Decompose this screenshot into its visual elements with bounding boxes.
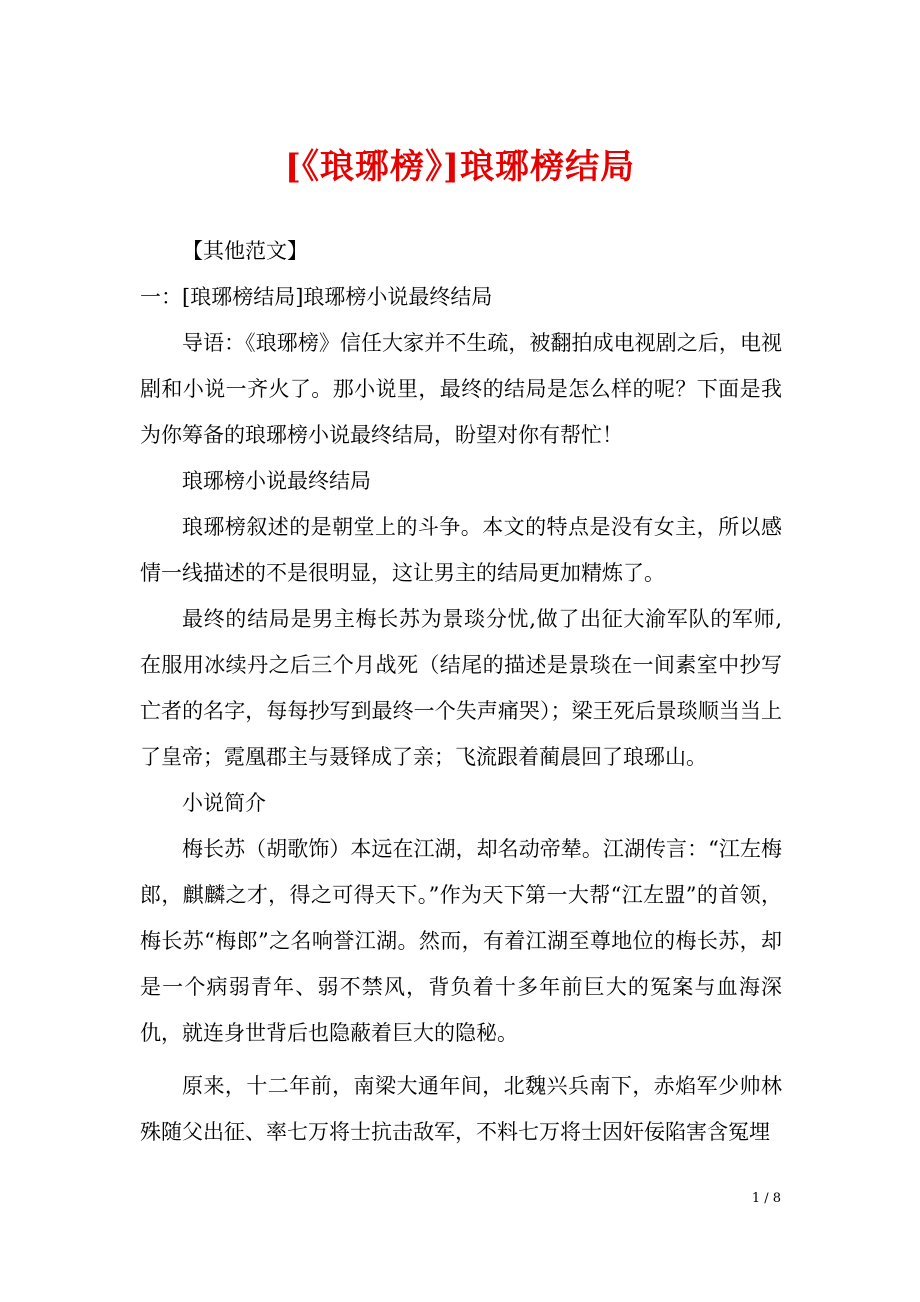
paragraph-story-theme: 琅琊榜叙述的是朝堂上的斗争。本文的特点是没有女主，所以感情一线描述的不是很明显，这让男主的结局更加精炼了。	[140, 515, 782, 585]
paragraph-intro: 导语：《琅琊榜》信任大家并不生疏，被翻拍成电视剧之后，电视剧和小说一齐火了。那小说里，最终的结局是怎么样的呢？下面是我为你筹备的琅琊榜小说最终结局，盼望对你有帮忙！	[140, 331, 782, 447]
paragraph-synopsis: 梅长苏（胡歌饰）本远在江湖，却名动帝辇。江湖传言：“江左梅郎，麒麟之才，得之可得天下。”作为天下第一大帮“江左盟”的首领，梅长苏“梅郎”之名响誉江湖。然而，有着江湖至尊地位的梅长苏，却是一个病弱青年、弱不禁风，背负着十多年前巨大的冤案与血海深仇，就连身世背后也隐蔽着巨大的隐秘。	[140, 837, 782, 1045]
paragraph-backstory: 原来，十二年前，南梁大通年间，北魏兴兵南下，赤焰军少帅林殊随父出征、率七万将士抗击敌军，不料七万将士因奸佞陷害含冤埋	[140, 1074, 782, 1144]
paragraph-subheading-ending: 琅琊榜小说最终结局	[182, 469, 371, 493]
page-number: 1 / 8	[751, 1191, 781, 1206]
document-title: [《琅琊榜》]琅琊榜结局	[284, 147, 636, 187]
paragraph-section-heading: 一：[琅琊榜结局]琅琊榜小说最终结局	[140, 285, 493, 309]
paragraph-category: 【其他范文】	[182, 239, 308, 263]
document-body	[140, 228, 782, 1155]
paragraph-subheading-synopsis: 小说简介	[182, 791, 266, 815]
paragraph-final-ending: 最终的结局是男主梅长苏为景琰分忧,做了出征大渝军队的军师,在服用冰续丹之后三个月战死（结尾的描述是景琰在一间素室中抄写亡者的名字，每每抄写到最终一个失声痛哭）；梁王死后景琰顺当当上了皇帝；霓凰郡主与聂铎成了亲；飞流跟着蔺晨回了琅琊山。	[140, 607, 782, 769]
